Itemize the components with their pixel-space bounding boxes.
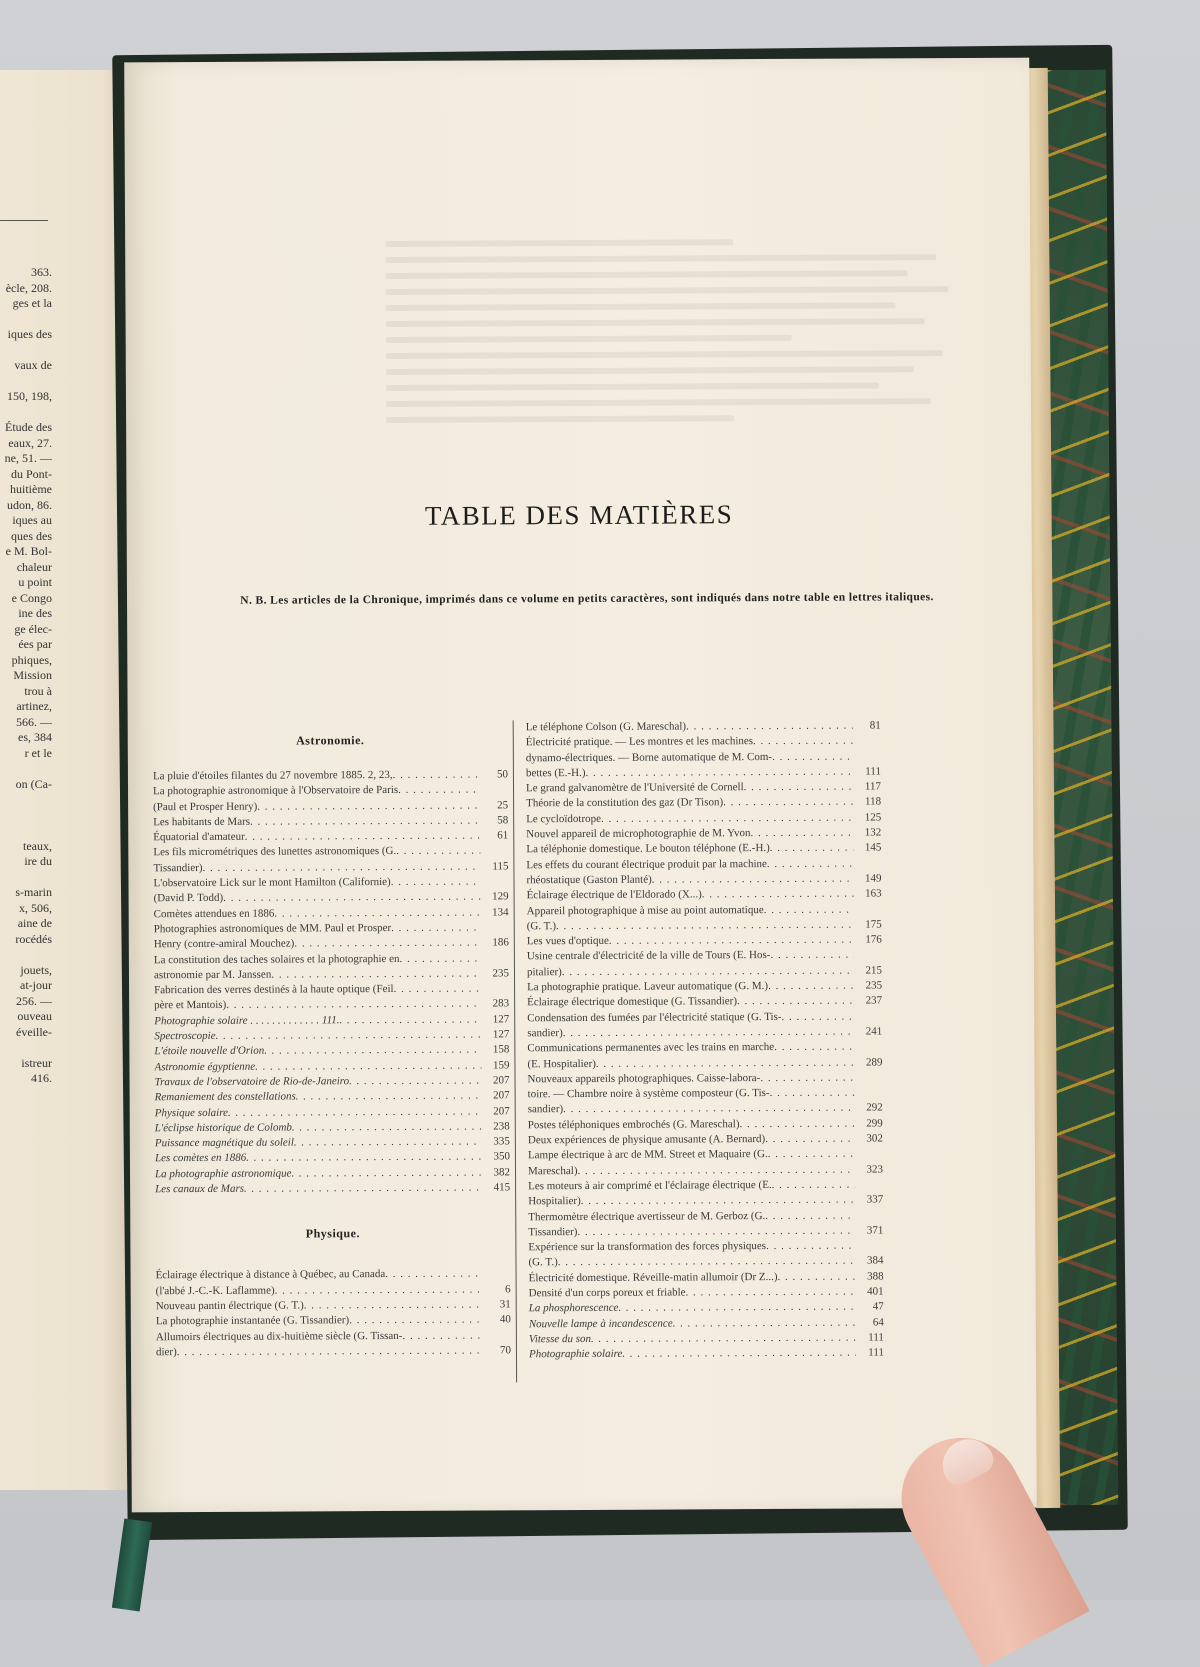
column-divider <box>513 720 517 1382</box>
toc-entry-title: Les effets du courant électrique produit par la machine . . . <box>526 856 853 873</box>
toc-entry-page: 111 <box>853 764 881 779</box>
left-page <box>0 70 128 1490</box>
toc-entry-title: Deux expériences de physique amusante (A. Bernard) . . . <box>528 1132 855 1149</box>
left-page-line: 363. <box>0 265 52 281</box>
page-title: TABLE DES MATIÈRES <box>127 498 1032 534</box>
toc-entry-title: Les comètes en 1886 . . . <box>155 1150 482 1167</box>
left-page-line: e M. Bol- <box>0 544 52 560</box>
left-page-line: istreur <box>0 1056 52 1072</box>
toc-entry-title: Les moteurs à air comprimé et l'éclairage électrique (E. . . . <box>528 1177 855 1194</box>
toc-entry-title: Usine centrale d'électricité de la ville de Tours (E. Hos- . . . <box>527 948 854 965</box>
toc-entry-title: Vitesse du son . . . <box>529 1330 856 1347</box>
physique-entries <box>156 1267 511 1361</box>
toc-entry-title: Équatorial d'amateur . . . <box>153 829 480 846</box>
toc-entry-title: (G. T.) . . . <box>527 917 854 934</box>
toc-entry-title: Les vues d'optique . . . <box>527 933 854 950</box>
astronomie-entries <box>153 767 510 1197</box>
toc-entry-page: 145 <box>853 841 881 856</box>
toc-entry-title: Astronomie égyptienne . . . <box>154 1058 481 1075</box>
left-page-line: u point <box>0 575 52 591</box>
toc-entry-title: (E. Hospitalier) . . . <box>527 1055 854 1072</box>
toc-entry-title: Nouvel appareil de microphotographie de M. Yvon . . . <box>526 826 853 843</box>
toc-entry-title: Les habitants de Mars . . . <box>153 813 480 830</box>
left-page-line <box>0 947 52 963</box>
toc-entry-page: 125 <box>853 810 881 825</box>
left-page-line <box>0 405 52 421</box>
toc-entry-page: 61 <box>480 829 508 844</box>
toc-entry-title: Le téléphone Colson (G. Mareschal) . . . <box>526 719 853 736</box>
left-page-line: 566. — <box>0 715 52 731</box>
toc-entry-title: Appareil photographique à mise au point automatique . . . <box>527 902 854 919</box>
left-page-line: jouets, <box>0 963 52 979</box>
toc-entry-title: Les fils micrométriques des lunettes astronomiques (G. . . . <box>153 844 480 861</box>
toc-entry-page: 207 <box>482 1073 510 1088</box>
toc-entry-page: 382 <box>482 1165 510 1180</box>
toc-entry-title: dynamo-électriques. — Borne automatique de M. Com- . . . <box>526 749 853 766</box>
toc-entry-page: 70 <box>483 1343 511 1358</box>
toc-entry-title: (Paul et Prosper Henry) . . . <box>153 798 480 815</box>
toc-entry-page: 335 <box>482 1134 510 1149</box>
toc-entry-title: dier) . . . <box>156 1343 483 1360</box>
toc-entry-title: astronomie par M. Janssen . . . <box>154 966 481 983</box>
toc-entry-page: 129 <box>481 890 509 905</box>
left-page-line: chaleur <box>0 560 52 576</box>
left-page-line: eaux, 27. <box>0 436 52 452</box>
left-page-line <box>0 870 52 886</box>
toc-entry-title: Tissandier) . . . <box>528 1223 855 1240</box>
toc-entry-page: 337 <box>855 1193 883 1208</box>
toc-entry-title: (David P. Todd) . . . <box>154 890 481 907</box>
toc-entry-title: Éclairage électrique à distance à Québec, au Canada . . . <box>156 1267 483 1284</box>
toc-entry-title: La constitution des taches solaires et la photographie en . . . <box>154 951 481 968</box>
left-page-line: ire du <box>0 854 52 870</box>
show-through-text <box>385 238 966 501</box>
toc-entry-title: Physique solaire . . . <box>155 1104 482 1121</box>
left-page-line <box>0 1040 52 1056</box>
toc-entry-title: Photographies astronomiques de MM. Paul et Prosper . . . <box>154 920 481 937</box>
left-page-line: ouveau <box>0 1009 52 1025</box>
toc-entry-title: Postes téléphoniques embrochés (G. Mareschal) . . . <box>528 1116 855 1133</box>
toc-entry-title: La photographie astronomique . . . <box>155 1165 482 1182</box>
toc-entry-title: La pluie d'étoiles filantes du 27 novembre 1885. 2, 23, . . . <box>153 768 480 785</box>
toc-entry-title: Le cycloïdotrope . . . <box>526 810 853 827</box>
toc-entry-page: 237 <box>854 994 882 1009</box>
toc-entry-page: 81 <box>853 718 881 733</box>
toc-entry-title: Éclairage électrique domestique (G. Tissandier) . . . <box>527 994 854 1011</box>
left-page-line: phiques, <box>0 653 52 669</box>
toc-entry-title: Communications permanentes avec les trains en marche . . . <box>527 1040 854 1057</box>
left-page-line: ques des <box>0 529 52 545</box>
left-page-line: Étude des <box>0 420 52 436</box>
left-column <box>153 732 511 1360</box>
toc-entry-title: Nouveau pantin électrique (G. T.) . . . <box>156 1297 483 1314</box>
toc-entry-title: Tissandier) . . . <box>153 859 480 876</box>
toc-entry-page: 127 <box>481 1027 509 1042</box>
right-column <box>526 718 884 1362</box>
toc-entry-title: bettes (E.-H.) . . . <box>526 764 853 781</box>
toc-entry-title: La photographie instantanée (G. Tissandier) . . . <box>156 1313 483 1330</box>
toc-entry-title: Travaux de l'observatoire de Rio-de-Janeiro . . . <box>155 1073 482 1090</box>
toc-entry-title: Électricité domestique. Réveille-matin allumoir (Dr Z...) . . . <box>529 1269 856 1286</box>
toc-entry-page: 283 <box>481 997 509 1012</box>
toc-entry <box>529 1346 884 1363</box>
toc-entry-page: 134 <box>481 905 509 920</box>
toc-entry-page: 207 <box>482 1104 510 1119</box>
toc-entry-page: 175 <box>854 917 882 932</box>
left-page-line: r et le <box>0 746 52 762</box>
left-page-line: e Congo <box>0 591 52 607</box>
toc-entry-title: La phosphorescence . . . <box>529 1300 856 1317</box>
toc-entry-title: rhéostatique (Gaston Planté) . . . <box>526 872 853 889</box>
toc-entry-page: 40 <box>483 1313 511 1328</box>
toc-entry-page: 111 <box>856 1346 884 1361</box>
toc-entry-title: Remaniement des constellations . . . <box>155 1089 482 1106</box>
toc-entry-title: Densité d'un corps poreux et friable . . . <box>529 1285 856 1302</box>
toc-entry-page: 47 <box>856 1300 884 1315</box>
left-page-line <box>0 823 52 839</box>
toc-entry-title: Les canaux de Mars . . . <box>155 1181 482 1198</box>
left-page-line <box>0 808 52 824</box>
left-page-line: rocédés <box>0 932 52 948</box>
toc-entry-page: 289 <box>854 1055 882 1070</box>
left-page-line: 150, 198, <box>0 389 52 405</box>
toc-entry-page: 31 <box>483 1297 511 1312</box>
toc-entry-page: 118 <box>853 795 881 810</box>
toc-entry-title: Comètes attendues en 1886 . . . <box>154 905 481 922</box>
toc-entry-title: sandier) . . . <box>527 1025 854 1042</box>
toc-entry-title: Expérience sur la transformation des forces physiques . . . <box>528 1239 855 1256</box>
toc-entry-page: 176 <box>854 933 882 948</box>
toc-entry-title: père et Mantois) . . . <box>154 997 481 1014</box>
left-page-line: éveille- <box>0 1025 52 1041</box>
toc-entry-title: Fabrication des verres destinés à la haute optique (Feil . . . <box>154 982 481 999</box>
toc-entry-page: 115 <box>480 859 508 874</box>
left-page-line: s-marin <box>0 885 52 901</box>
toc-entry-title: Nouvelle lampe à incandescence . . . <box>529 1315 856 1332</box>
section-heading-physique: Physique. <box>155 1226 510 1243</box>
toc-entry-title: Hospitalier) . . . <box>528 1193 855 1210</box>
toc-entry-page: 238 <box>482 1119 510 1134</box>
toc-entry-title: L'observatoire Lick sur le mont Hamilton (Californie) . . . <box>153 875 480 892</box>
toc-entry-title: Allumoirs électriques au dix-huitième siècle (G. Tissan- . . . <box>156 1328 483 1345</box>
toc-entry-page: 158 <box>481 1043 509 1058</box>
toc-entry-title: Électricité pratique. — Les montres et les machines . . . <box>526 734 853 751</box>
toc-entry <box>155 1180 510 1197</box>
toc-entry-title: toire. — Chambre noire à système composteur (G. Tis- . . . <box>528 1086 855 1103</box>
toc-entry-page: 58 <box>480 813 508 828</box>
toc-entry-title: sandier) . . . <box>528 1101 855 1118</box>
toc-entry-page: 163 <box>854 887 882 902</box>
toc-entry-title: Puissance magnétique du soleil . . . <box>155 1135 482 1152</box>
toc-entry-page: 127 <box>481 1012 509 1027</box>
left-page-line: artinez, <box>0 699 52 715</box>
toc-entry-page: 235 <box>854 978 882 993</box>
left-page-line: ne, 51. — <box>0 451 52 467</box>
toc-entry-page: 50 <box>480 767 508 782</box>
left-page-line: iques des <box>0 327 52 343</box>
left-page-line: ge élec- <box>0 622 52 638</box>
toc-entry-title: La téléphonie domestique. Le bouton téléphone (E.-H.) . . . <box>526 841 853 858</box>
left-page-line: at-jour <box>0 978 52 994</box>
left-page-line: ges et la <box>0 296 52 312</box>
left-page-line: on (Ca- <box>0 777 52 793</box>
right-page <box>124 58 1037 1513</box>
toc-entry-title: pitalier) . . . <box>527 963 854 980</box>
left-page-line <box>0 312 52 328</box>
toc-entry-page: 388 <box>856 1269 884 1284</box>
toc-entry-page: 371 <box>855 1223 883 1238</box>
left-page-line: iques au <box>0 513 52 529</box>
toc-entry-page: 384 <box>855 1254 883 1269</box>
toc-entry-page: 292 <box>855 1101 883 1116</box>
left-page-line: huitième <box>0 482 52 498</box>
toc-entry-title: Théorie de la constitution des gaz (Dr Tison) . . . <box>526 795 853 812</box>
toc-entry-page: 235 <box>481 966 509 981</box>
editorial-note: N. B. Les articles de la Chronique, imprimés dans ce volume en petits caractères, sont indiqués dans notre table en lettres italiques. <box>202 588 972 610</box>
toc-entry-title: Condensation des fumées par l'électricité statique (G. Tis- . . . <box>527 1009 854 1026</box>
toc-entry-title: Photographie solaire . . . . . . . . . . . . . 111. . . . <box>154 1012 481 1029</box>
toc-entry-page: 415 <box>482 1180 510 1195</box>
toc-entry-title: Spectroscopie . . . <box>154 1028 481 1045</box>
toc-entry-title: La photographie pratique. Laveur automatique (G. M.) . . . <box>527 979 854 996</box>
left-page-line: 416. <box>0 1071 52 1087</box>
toc-entry-title: La photographie astronomique à l'Observatoire de Paris . . . <box>153 783 480 800</box>
left-page-line: du Pont- <box>0 467 52 483</box>
left-page-line: ées par <box>0 637 52 653</box>
toc-entry-page: 323 <box>855 1162 883 1177</box>
toc-entry-page: 215 <box>854 963 882 978</box>
toc-entry-page: 350 <box>482 1150 510 1165</box>
left-page-line: teaux, <box>0 839 52 855</box>
left-page-line: es, 384 <box>0 730 52 746</box>
toc-entry-page: 132 <box>853 826 881 841</box>
left-page-rule <box>0 220 48 221</box>
toc-entry-title: Mareschal) . . . <box>528 1162 855 1179</box>
toc-entry-page: 241 <box>854 1024 882 1039</box>
left-page-line <box>0 761 52 777</box>
toc-entry-title: Éclairage électrique de l'Eldorado (X...) . . . <box>527 887 854 904</box>
toc-entry-title: Thermomètre électrique avertisseur de M. Gerboz (G. . . . <box>528 1208 855 1225</box>
left-page-line: 256. — <box>0 994 52 1010</box>
toc-entry-page: 302 <box>855 1131 883 1146</box>
toc-entry-page: 149 <box>853 871 881 886</box>
toc-entry <box>156 1343 511 1360</box>
left-page-line: ine des <box>0 606 52 622</box>
toc-entry-page: 64 <box>856 1315 884 1330</box>
toc-entry-title: Henry (contre-amiral Mouchez) . . . <box>154 936 481 953</box>
toc-entry-title: (G. T.) . . . <box>528 1254 855 1271</box>
toc-entry-title: Photographie solaire . . . <box>529 1346 856 1363</box>
left-page-line: ècle, 208. <box>0 281 52 297</box>
toc-entry-page: 299 <box>855 1116 883 1131</box>
left-page-line <box>0 343 52 359</box>
toc-entry-title: Le grand galvanomètre de l'Université de Cornell . . . <box>526 780 853 797</box>
left-page-line: Mission <box>0 668 52 684</box>
toc-entry-page: 186 <box>481 936 509 951</box>
left-page-line: vaux de <box>0 358 52 374</box>
toc-entry-page: 117 <box>853 780 881 795</box>
toc-entry-title: Nouveaux appareils photographiques. Caisse-labora- . . . <box>528 1070 855 1087</box>
toc-entry-title: L'éclipse historique de Colomb . . . <box>155 1119 482 1136</box>
toc-entry-title: Lampe électrique à arc de MM. Street et Maquaire (G. . . . <box>528 1147 855 1164</box>
left-page-text <box>0 265 52 1087</box>
toc-entry-page: 25 <box>480 798 508 813</box>
toc-entry-title: (l'abbé J.-C.-K. Laflamme) . . . <box>156 1282 483 1299</box>
toc-entry-page: 111 <box>856 1330 884 1345</box>
left-page-line: aine de <box>0 916 52 932</box>
toc-entry-page: 207 <box>482 1089 510 1104</box>
toc-entry-title: L'étoile nouvelle d'Orion . . . <box>154 1043 481 1060</box>
left-page-line: udon, 86. <box>0 498 52 514</box>
left-page-line: x, 506, <box>0 901 52 917</box>
left-page-line <box>0 374 52 390</box>
physique-entries-continued <box>526 718 884 1362</box>
toc-entry-page: 6 <box>483 1282 511 1297</box>
left-page-line <box>0 792 52 808</box>
toc-entry-page: 159 <box>481 1058 509 1073</box>
section-heading-astronomie: Astronomie. <box>153 732 508 749</box>
toc-entry-page: 401 <box>856 1284 884 1299</box>
left-page-line: trou à <box>0 684 52 700</box>
